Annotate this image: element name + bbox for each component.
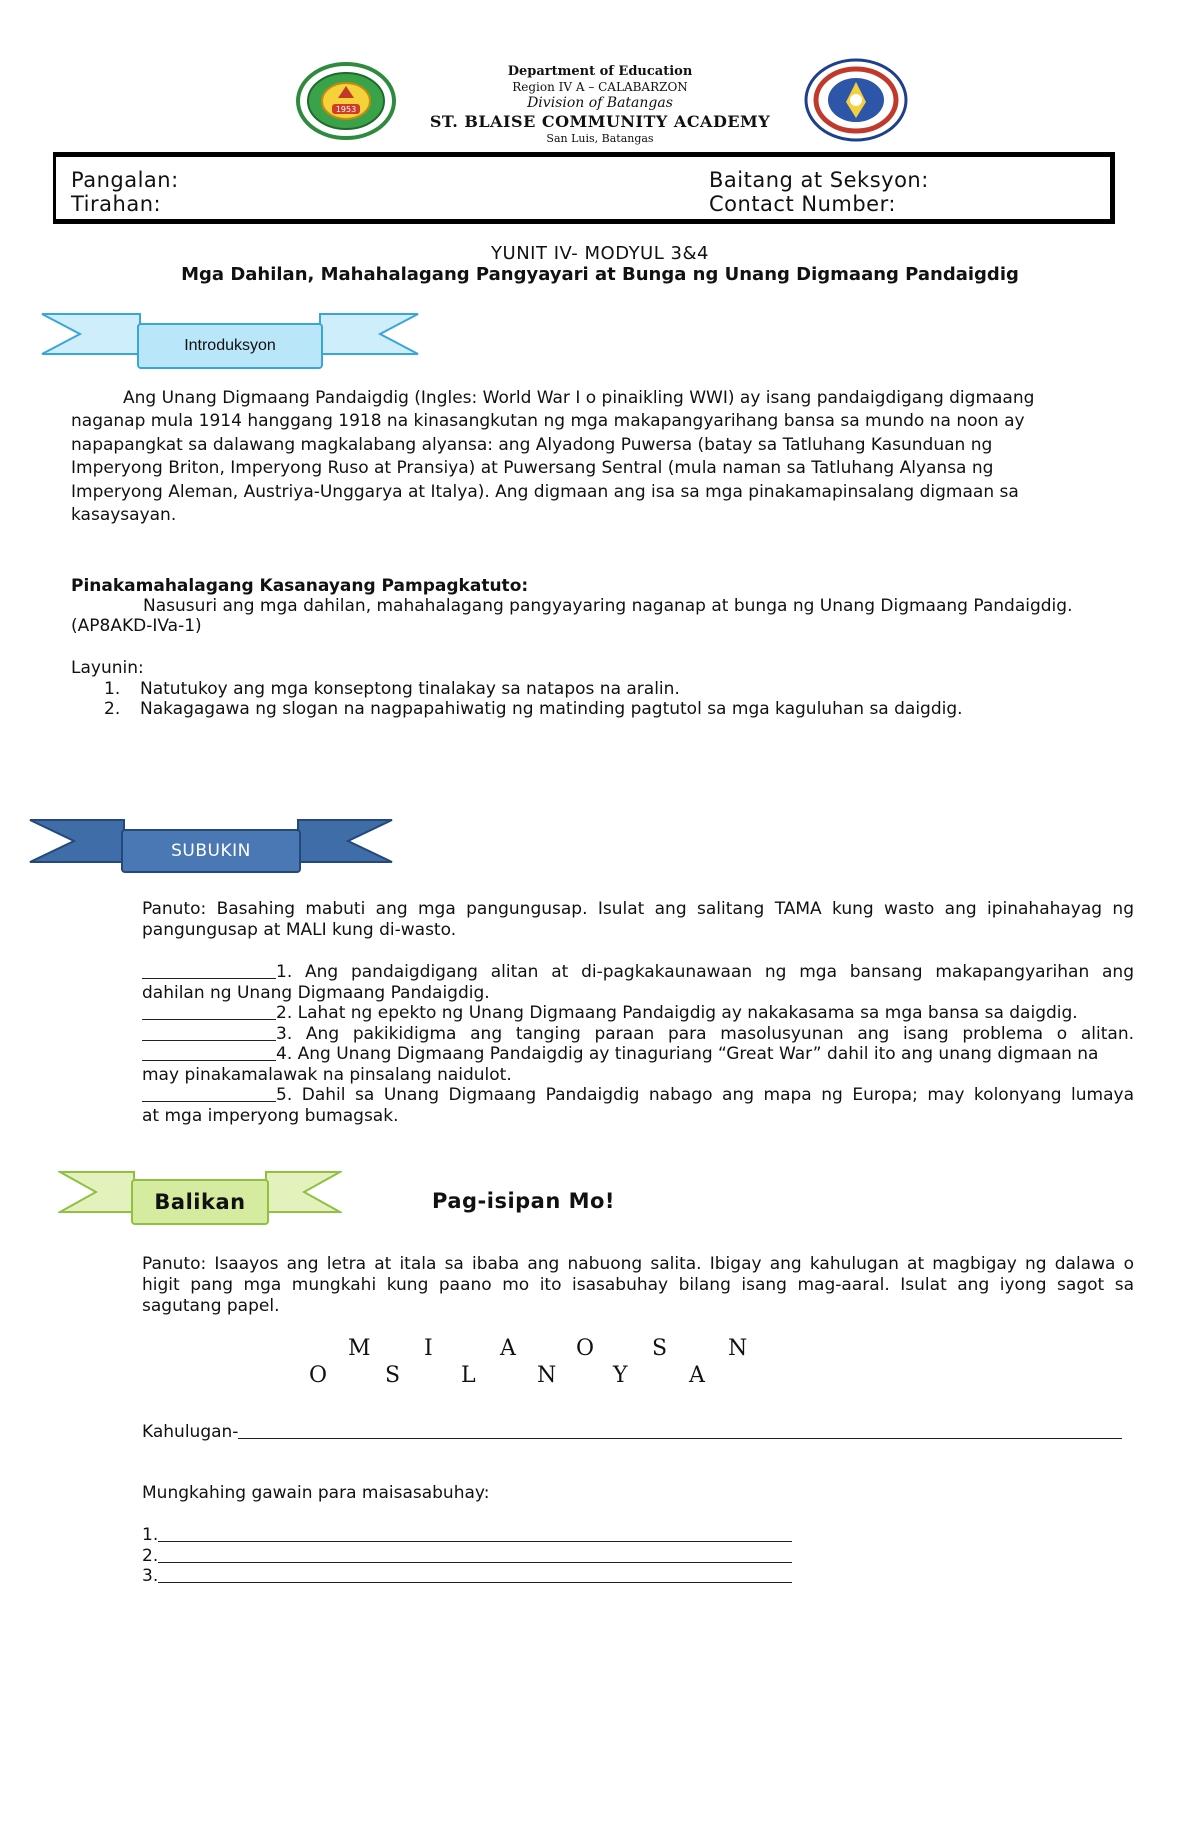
subukin-item-cont: at mga imperyong bumagsak.: [142, 1105, 399, 1126]
subukin-item: [142, 1003, 1134, 1024]
answer-blank[interactable]: [142, 1085, 276, 1102]
answer-blank[interactable]: [142, 1003, 276, 1020]
introduksyon-banner: [40, 310, 420, 372]
subukin-instructions-line: pangungusap at MALI kung di-wasto.: [142, 920, 457, 940]
answer-blank[interactable]: [142, 1024, 276, 1041]
subukin-item-text: 2. Lahat ng epekto ng Unang Digmaang Pandaigdig ay nakakasama sa mga bansa sa daigdig.: [276, 1003, 1078, 1023]
subukin-items: [142, 962, 1134, 1126]
introduksyon-paragraph: [71, 387, 1131, 527]
mungkahi-answer-line[interactable]: [158, 1546, 792, 1563]
region-name: Region IV A – CALABARZON: [512, 80, 688, 94]
subukin-item-text: 4. Ang Unang Digmaang Pandaigdig ay tinaguriang “Great War” dahil ito ang unang digmaan na: [276, 1044, 1099, 1064]
layunin-item: [104, 699, 963, 720]
school-location: San Luis, Batangas: [546, 132, 654, 145]
letter: O: [576, 1336, 595, 1361]
address-label: Tirahan:: [71, 192, 162, 216]
scrambled-letters-row1: [348, 1336, 804, 1362]
mungkahi-answer-line[interactable]: [158, 1525, 792, 1542]
balikan-instructions: [142, 1254, 1134, 1317]
kahulugan-answer-line[interactable]: [238, 1422, 1122, 1439]
school-name: ST. BLAISE COMMUNITY ACADEMY: [429, 112, 771, 131]
intro-line: Ang Unang Digmaang Pandaigdig (Ingles: World War I o pinaikling WWI) ay isang pandaigdigang digmaang: [123, 388, 1035, 408]
subukin-item-text: 5. Dahil sa Unang Digmaang Pandaigdig nabago ang mapa ng Europa; may kolonyang lumaya: [276, 1085, 1134, 1105]
letter: A: [689, 1363, 705, 1388]
module-subtitle: Mga Dahilan, Mahahalagang Pangyayari at Bunga ng Unang Digmaang Pandaigdig: [181, 264, 1019, 285]
letter: I: [424, 1336, 433, 1361]
subukin-item: [142, 1085, 1134, 1106]
mungkahi-label: Mungkahing gawain para maisasabuhay:: [142, 1483, 490, 1503]
subukin-item-cont: may pinakamalawak na pinsalang naidulot.: [142, 1064, 512, 1085]
competency-text: Nasusuri ang mga dahilan, mahahalagang pangyayaring naganap at bunga ng Unang Digmaang Pandaigdig.: [143, 596, 1073, 616]
answer-num: 2.: [142, 1545, 159, 1566]
division-name: Division of Batangas: [527, 95, 673, 111]
mungkahi-row: [142, 1566, 792, 1587]
letterhead: [0, 64, 1200, 146]
subukin-banner: [28, 816, 394, 876]
letter: S: [385, 1363, 401, 1388]
intro-line: Imperyong Aleman, Austriya-Unggarya at Italya). Ang digmaan ang isa sa mga pinakamapinsalang digmaan sa: [71, 481, 1019, 502]
balikan-instructions-line: sagutang papel.: [142, 1296, 280, 1316]
grade-section-label: Baitang at Seksyon:: [709, 168, 929, 192]
department-name: Department of Education: [507, 64, 693, 79]
letter: N: [728, 1336, 748, 1361]
kahulugan-row: [142, 1422, 1122, 1443]
layunin-heading: Layunin:: [71, 658, 144, 678]
layunin-item: [104, 679, 680, 700]
mungkahi-row: [142, 1546, 792, 1567]
letter: N: [537, 1363, 557, 1388]
unit-title: YUNIT IV- MODYUL 3&4: [491, 243, 709, 264]
intro-line: naganap mula 1914 hanggang 1918 na kinasangkutan ng mga makapangyarihang bansa sa mundo na noon ay: [71, 411, 1025, 432]
contact-number-label: Contact Number:: [709, 192, 896, 216]
mungkahi-answer-line[interactable]: [158, 1566, 792, 1583]
balikan-banner: [58, 1168, 342, 1228]
letter: O: [309, 1363, 328, 1388]
answer-num: 1.: [142, 1525, 159, 1545]
deped-seal: [804, 58, 908, 142]
subukin-item: [142, 962, 1134, 983]
mungkahi-answers: [142, 1525, 792, 1587]
seal-year: 1953: [335, 105, 357, 114]
answer-blank[interactable]: [142, 1044, 276, 1061]
subukin-item: [142, 1044, 1134, 1065]
letter: A: [500, 1336, 516, 1361]
mungkahi-row: [142, 1525, 792, 1546]
intro-line: napapangkat sa dalawang magkalabang alyansa: ang Alyadong Puwersa (batay sa Tatluhang Kasunduan ng: [71, 434, 993, 455]
layunin-num: 1.: [104, 679, 121, 699]
layunin-text: Natutukoy ang mga konseptong tinalakay sa natapos na aralin.: [140, 679, 680, 699]
letter: Y: [613, 1363, 628, 1388]
introduksyon-label: Introduksyon: [184, 337, 276, 354]
subukin-item-text: 1. Ang pandaigdigang alitan at di-pagkakaunawaan ng mga bansang makapangyarihan ang: [276, 962, 1134, 982]
subukin-label: SUBUKIN: [171, 841, 251, 861]
answer-num: 3.: [142, 1566, 159, 1586]
intro-line: Imperyong Briton, Imperyong Ruso at Pransiya) at Puwersang Sentral (mula naman sa Tatluhang Alyansa ng: [71, 458, 994, 479]
name-label: Pangalan:: [71, 168, 179, 192]
balikan-label: Balikan: [154, 1190, 246, 1214]
layunin-text: Nakagagawa ng slogan na nagpapahiwatig ng matinding pagtutol sa mga kaguluhan sa daigdig.: [140, 699, 963, 719]
subukin-item-cont: dahilan ng Unang Digmaang Pandaigdig.: [142, 982, 490, 1003]
balikan-heading: Pag-isipan Mo!: [432, 1189, 616, 1213]
competency-heading: Pinakamahalagang Kasanayang Pampagkatuto:: [71, 576, 529, 596]
layunin-num: 2.: [104, 699, 121, 719]
subukin-item: [142, 1024, 1134, 1045]
balikan-instructions-line: higit pang mga mungkahi kung paano mo ito isasabuhay bilang isang mag-aaral. Isulat ang iyong sagot sa: [142, 1275, 1134, 1295]
letter: L: [461, 1363, 476, 1388]
subukin-instructions-line: Panuto: Basahing mabuti ang mga pangungusap. Isulat ang salitang TAMA kung wasto ang ipinahahayag ng: [142, 899, 1134, 919]
letter: M: [348, 1336, 371, 1361]
subukin-instructions: [142, 899, 1134, 941]
intro-line: kasaysayan.: [71, 505, 177, 526]
balikan-instructions-line: Panuto: Isaayos ang letra at itala sa ibaba ang nabuong salita. Ibigay ang kahulugan at magbigay ng dalawa o: [142, 1254, 1134, 1274]
scrambled-letters-row2: [309, 1363, 765, 1389]
kahulugan-label: Kahulugan-: [142, 1422, 239, 1442]
letter: S: [652, 1336, 668, 1361]
student-info-box: [53, 152, 1115, 224]
competency-code: (AP8AKD-IVa-1): [71, 616, 202, 636]
answer-blank[interactable]: [142, 962, 276, 979]
subukin-item-text: 3. Ang pakikidigma ang tanging paraan para masolusyunan ang isang problema o alitan.: [276, 1023, 1134, 1044]
